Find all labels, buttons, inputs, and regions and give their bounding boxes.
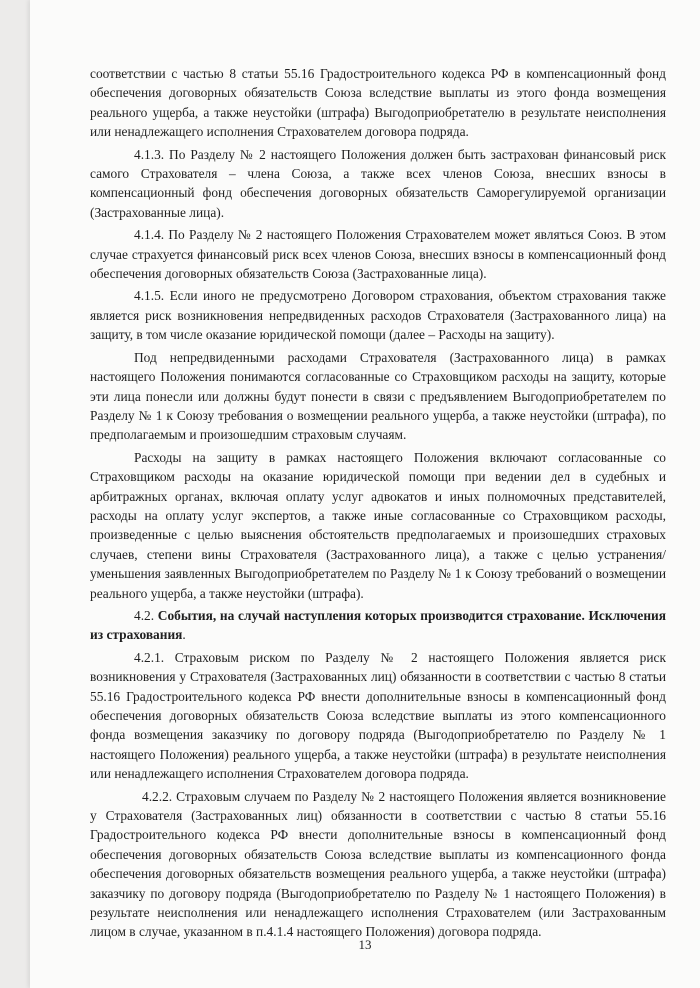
- paragraph-continuation: соответствии с частью 8 статьи 55.16 Градостроительного кодекса РФ в компенсационный фонд обеспечения договорных обязательств Союза вследствие выплаты из этого фонда возмещения реального ущерба, а также неустойки (штрафа) Выгодоприобретателю в результате неисполнения или ненадлежащего исполнения Страхователем договора подряда.: [90, 66, 666, 140]
- section-number: 4.2.: [134, 607, 155, 623]
- page-number: 13: [358, 937, 372, 952]
- section-heading-text: События, на случай наступления которых производится страхование. Исключения из страхования: [90, 607, 666, 643]
- document-page: [30, 0, 700, 988]
- section-heading-4-2: [90, 606, 666, 645]
- paragraph-4-1-5: 4.1.5. Если иного не предусмотрено Договором страхования, объектом страхования также является риск возникновения непредвиденных расходов Страхователя (Застрахованного лица) на защиту, в том числе оказание юридической помощи (далее – Расходы на защиту).: [90, 288, 666, 343]
- paragraph-unforeseen-expenses: Под непредвиденными расходами Страхователя (Застрахованного лица) в рамках настоящего Положения понимаются согласованные со Страховщиком расходы на защиту, которые эти лица понесли или должны будут понести в связи с предъявлением Выгодоприобретателем по Разделу № 1 к Союзу требования о возмещении реального ущерба, а также неустойки (штрафа), по предполагаемым и произошедшим страховым случаям.: [90, 349, 666, 443]
- paragraph-4-1-4: 4.1.4. По Разделу № 2 настоящего Положения Страхователем может являться Союз. В этом случае страхуется финансовый риск всех членов Союза, внесших взносы в компенсационный фонд обеспечения договорных обязательств Союза (Застрахованные лица).: [90, 227, 666, 282]
- paragraph-4-1-3: 4.1.3. По Разделу № 2 настоящего Положения должен быть застрахован финансовый риск самого Страхователя – члена Союза, а также всех членов Союза, внесших взносы в компенсационный фонд обеспечения договорных обязательств Саморегулируемой организации (Застрахованные лица).: [90, 146, 666, 220]
- section-heading-end: .: [182, 627, 186, 643]
- document-body: [90, 64, 666, 945]
- paragraph-defense-expenses: Расходы на защиту в рамках настоящего Положения включают согласованные со Страховщиком расходы на оказание юридической помощи при ведении дел в судебных и арбитражных органах, включая оплату услуг адвокатов и иных полномочных представителей, расходы на оплату услуг экспертов, а также иные согласованные со Страховщиком расходы, произведенные с целью выяснения обстоятельств предполагаемых и произошедших страховых случаев, степени вины Страхователя (Застрахованного лица), а также с целью устранения/уменьшения заявленных Выгодоприобретателем по Разделу № 1 к Союзу требований о возмещении реального ущерба, а также неустойки (штрафа).: [90, 449, 666, 601]
- paragraph-4-2-1: 4.2.1. Страховым риском по Разделу № 2 настоящего Положения является риск возникновения у Страхователя (Застрахованных лиц) обязанности в соответствии с частью 8 статьи 55.16 Градостроительного кодекса РФ внести дополнительные взносы в компенсационный фонд обеспечения договорных обязательств Союза вследствие выплаты из этого компенсационного фонда возмещения заказчику по договору подряда (Выгодоприобретателю по Разделу № 1 настоящего Положения) реального ущерба, а также неустойки (штрафа) в результате неисполнения или ненадлежащего исполнения Страхователем договора подряда.: [90, 649, 666, 782]
- paragraph-4-2-2: 4.2.2. Страховым случаем по Разделу № 2 настоящего Положения является возникновение у Страхователя (Застрахованных лиц) обязанности в соответствии с частью 8 статьи 55.16 Градостроительного кодекса РФ внести дополнительные взносы в компенсационный фонд обеспечения договорных обязательств Союза вследствие выплаты из компенсационного фонда обеспечения договорных обязательств возмещения реального ущерба, а также неустойки (штрафа) заказчику по договору подряда (Выгодоприобретателю по Разделу № 1 настоящего Положения) в результате неисполнения или ненадлежащего исполнения Страхователем (или Застрахованным лицом в случае, указанном в п.4.1.4 настоящего Положения) договора подряда.: [90, 788, 666, 940]
